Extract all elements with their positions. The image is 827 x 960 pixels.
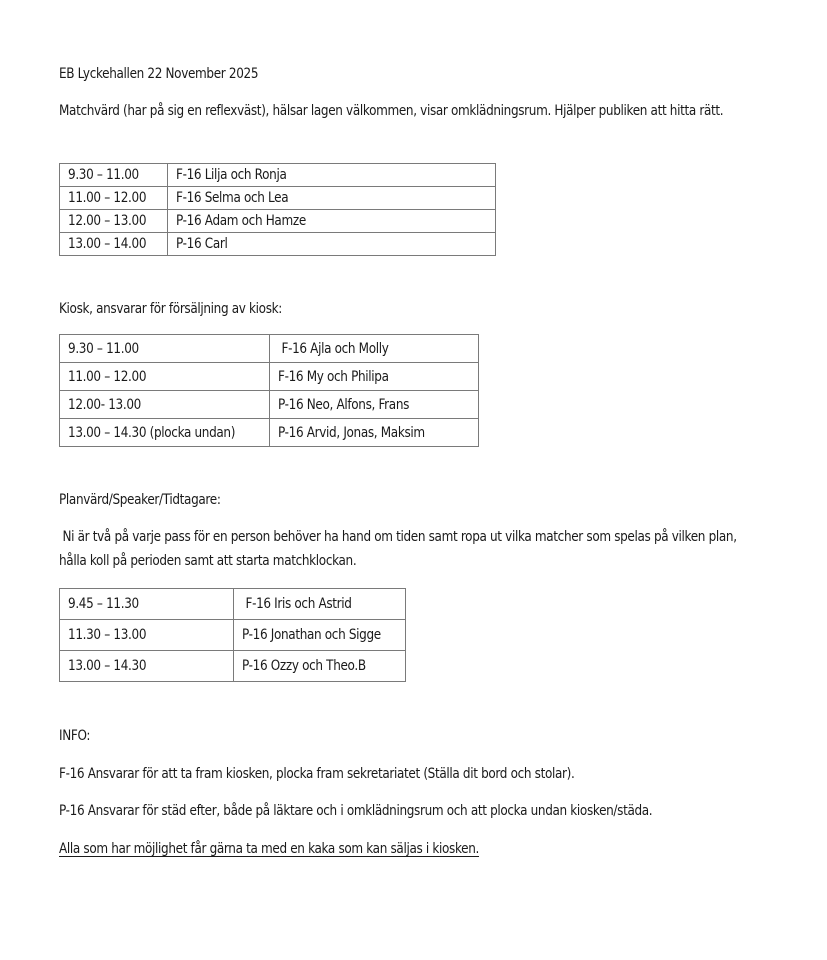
table-row [60,620,406,651]
time-cell: 9.30 – 11.00 [60,164,168,187]
time-cell: 13.00 – 14.00 [60,233,168,256]
people-cell: P-16 Arvid, Jonas, Maksim [270,419,479,447]
table-row [60,651,406,682]
kiosk-heading: Kiosk, ansvarar för försäljning av kiosk: [59,301,282,317]
info-p16: P-16 Ansvarar för städ efter, både på läktare och i omklädningsrum och att plocka undan kiosken/städa. [59,803,653,819]
planvard-table [59,588,406,682]
people-cell: F-16 Selma och Lea [168,187,496,210]
matchvard-table [59,163,496,256]
time-cell: 11.30 – 13.00 [60,620,234,651]
kiosk-table [59,334,479,447]
people-cell: F-16 My och Philipa [270,363,479,391]
table-row [60,419,479,447]
time-cell: 12.00 – 13.00 [60,210,168,233]
table-row [60,233,496,256]
people-cell: F-16 Lilja och Ronja [168,164,496,187]
people-cell: F-16 Iris och Astrid [234,589,406,620]
table-row [60,363,479,391]
people-cell: P-16 Jonathan och Sigge [234,620,406,651]
document-title: EB Lyckehallen 22 November 2025 [59,66,259,82]
people-cell: P-16 Adam och Hamze [168,210,496,233]
planvard-description: Ni är två på varje pass för en person behöver ha hand om tiden samt ropa ut vilka matcher som spelas på vilken plan, hålla koll på perioden samt att starta matchklockan. [59,529,741,569]
table-row [60,391,479,419]
time-cell: 11.00 – 12.00 [60,187,168,210]
planvard-heading: Planvärd/Speaker/Tidtagare: [59,492,221,508]
people-cell: P-16 Ozzy och Theo.B [234,651,406,682]
people-cell: P-16 Neo, Alfons, Frans [270,391,479,419]
info-heading: INFO: [59,728,91,744]
time-cell: 11.00 – 12.00 [60,363,270,391]
matchvard-description: Matchvärd (har på sig en reflexväst), hälsar lagen välkommen, visar omklädningsrum. Hjälper publiken att hitta rätt. [59,103,724,119]
info-f16: F-16 Ansvarar för att ta fram kiosken, plocka fram sekretariatet (Ställa dit bord och stolar). [59,766,575,782]
time-cell: 13.00 – 14.30 [60,651,234,682]
table-row [60,164,496,187]
people-cell: F-16 Ajla och Molly [270,335,479,363]
time-cell: 9.45 – 11.30 [60,589,234,620]
table-row [60,335,479,363]
table-row [60,187,496,210]
time-cell: 13.00 – 14.30 (plocka undan) [60,419,270,447]
people-cell: P-16 Carl [168,233,496,256]
time-cell: 9.30 – 11.00 [60,335,270,363]
table-row [60,210,496,233]
time-cell: 12.00- 13.00 [60,391,270,419]
info-note: Alla som har möjlighet får gärna ta med en kaka som kan säljas i kiosken. [59,841,480,857]
table-row [60,589,406,620]
